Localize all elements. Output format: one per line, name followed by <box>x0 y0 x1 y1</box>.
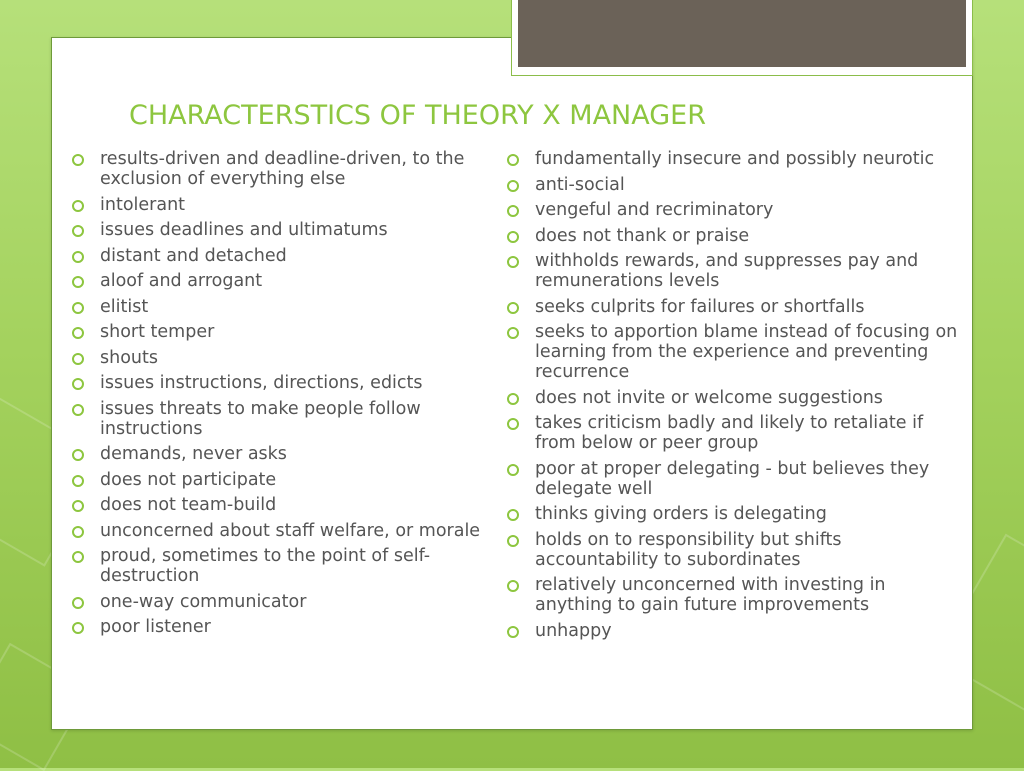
bullet-item <box>507 413 967 453</box>
bullet-ring-icon <box>507 393 519 405</box>
bullet-item <box>72 322 492 342</box>
bullet-item <box>507 530 967 570</box>
bullet-text: issues deadlines and ultimatums <box>100 220 388 240</box>
bullet-ring-icon <box>72 622 84 634</box>
bullet-text: unconcerned about staff welfare, or morale <box>100 520 481 541</box>
bullet-text: does not team-build <box>100 495 277 515</box>
bullet-item <box>72 470 492 490</box>
bullet-item <box>72 348 492 368</box>
bullet-item <box>507 200 967 220</box>
right-bullet-list <box>507 149 967 646</box>
bullet-ring-icon <box>72 302 84 314</box>
bullet-ring-icon <box>72 404 84 416</box>
bullet-text: unhappy <box>535 620 612 641</box>
bullet-item <box>507 504 967 524</box>
bullet-item <box>507 621 967 641</box>
bullet-text: seeks to apportion blame instead of focusing on learning from the experience and preventing recurrence <box>535 322 958 382</box>
bullet-text: aloof and arrogant <box>100 271 263 291</box>
bullet-text: issues instructions, directions, edicts <box>100 373 423 393</box>
bullet-text: withholds rewards, and suppresses pay and remunerations levels <box>535 251 919 291</box>
bullet-text: fundamentally insecure and possibly neurotic <box>535 149 935 169</box>
bullet-text: does not invite or welcome suggestions <box>535 387 883 408</box>
bullet-text: vengeful and recriminatory <box>535 200 774 220</box>
bullet-ring-icon <box>507 509 519 521</box>
bullet-ring-icon <box>72 251 84 263</box>
bullet-ring-icon <box>72 500 84 512</box>
bullet-text: does not participate <box>100 469 277 490</box>
bullet-ring-icon <box>507 256 519 268</box>
bullet-text: issues threats to make people follow instructions <box>100 398 421 439</box>
bullet-item <box>72 220 492 240</box>
bullet-item <box>72 592 492 612</box>
bullet-ring-icon <box>72 353 84 365</box>
bullet-item <box>507 251 967 291</box>
bullet-ring-icon <box>72 449 84 461</box>
bullet-item <box>507 226 967 246</box>
bullet-text: seeks culprits for failures or shortfalls <box>535 296 865 317</box>
bullet-text: takes criticism badly and likely to retaliate if from below or peer group <box>535 413 924 453</box>
decorative-tab-frame <box>511 0 973 76</box>
bullet-text: poor at proper delegating - but believes they delegate well <box>535 458 930 499</box>
bullet-item <box>72 373 492 393</box>
bullet-item <box>72 149 492 189</box>
bullet-ring-icon <box>507 464 519 476</box>
bullet-ring-icon <box>72 475 84 487</box>
bullet-text: intolerant <box>100 194 186 215</box>
bullet-item <box>72 444 492 464</box>
bullet-item <box>72 297 492 317</box>
bullet-ring-icon <box>507 535 519 547</box>
bullet-text: thinks giving orders is delegating <box>535 504 827 524</box>
bullet-ring-icon <box>72 327 84 339</box>
bullet-text: does not thank or praise <box>535 225 750 246</box>
bullet-item <box>72 399 492 439</box>
bullet-text: short temper <box>100 322 215 342</box>
bullet-ring-icon <box>507 205 519 217</box>
left-bullet-list <box>72 149 492 643</box>
bullet-item <box>507 175 967 195</box>
bullet-item <box>507 322 967 382</box>
bullet-text: proud, sometimes to the point of self-destruction <box>100 546 431 586</box>
bullet-item <box>507 388 967 408</box>
bullet-item <box>72 546 492 586</box>
decorative-tab-panel <box>518 0 966 67</box>
bullet-ring-icon <box>72 526 84 538</box>
bullet-ring-icon <box>507 302 519 314</box>
bullet-ring-icon <box>507 180 519 192</box>
bullet-item <box>507 575 967 615</box>
bullet-text: distant and detached <box>100 245 287 266</box>
bullet-item <box>72 495 492 515</box>
bullet-ring-icon <box>507 154 519 166</box>
bullet-text: relatively unconcerned with investing in anything to gain future improvements <box>535 575 886 615</box>
bullet-ring-icon <box>507 626 519 638</box>
bullet-text: shouts <box>100 347 158 368</box>
bullet-ring-icon <box>72 378 84 390</box>
bullet-ring-icon <box>72 597 84 609</box>
bullet-item <box>72 195 492 215</box>
bullet-ring-icon <box>507 418 519 430</box>
bullet-item <box>507 297 967 317</box>
bullet-item <box>72 246 492 266</box>
bullet-item <box>507 149 967 169</box>
bullet-text: demands, never asks <box>100 444 287 464</box>
bullet-ring-icon <box>507 327 519 339</box>
bullet-text: poor listener <box>100 617 211 637</box>
bullet-ring-icon <box>72 276 84 288</box>
bullet-text: holds on to responsibility but shifts accountability to subordinates <box>535 529 842 570</box>
bullet-ring-icon <box>507 231 519 243</box>
bullet-text: elitist <box>100 296 149 317</box>
bullet-item <box>72 521 492 541</box>
bullet-item <box>72 617 492 637</box>
bullet-text: results-driven and deadline-driven, to the exclusion of everything else <box>100 149 465 189</box>
bullet-item <box>72 271 492 291</box>
bullet-ring-icon <box>72 225 84 237</box>
bullet-ring-icon <box>72 551 84 563</box>
bullet-text: one-way communicator <box>100 591 307 612</box>
bullet-ring-icon <box>72 200 84 212</box>
bullet-item <box>507 459 967 499</box>
bullet-ring-icon <box>507 580 519 592</box>
bullet-text: anti-social <box>535 174 625 195</box>
bullet-ring-icon <box>72 154 84 166</box>
slide-title: CHARACTERSTICS OF THEORY X MANAGER <box>129 100 706 131</box>
